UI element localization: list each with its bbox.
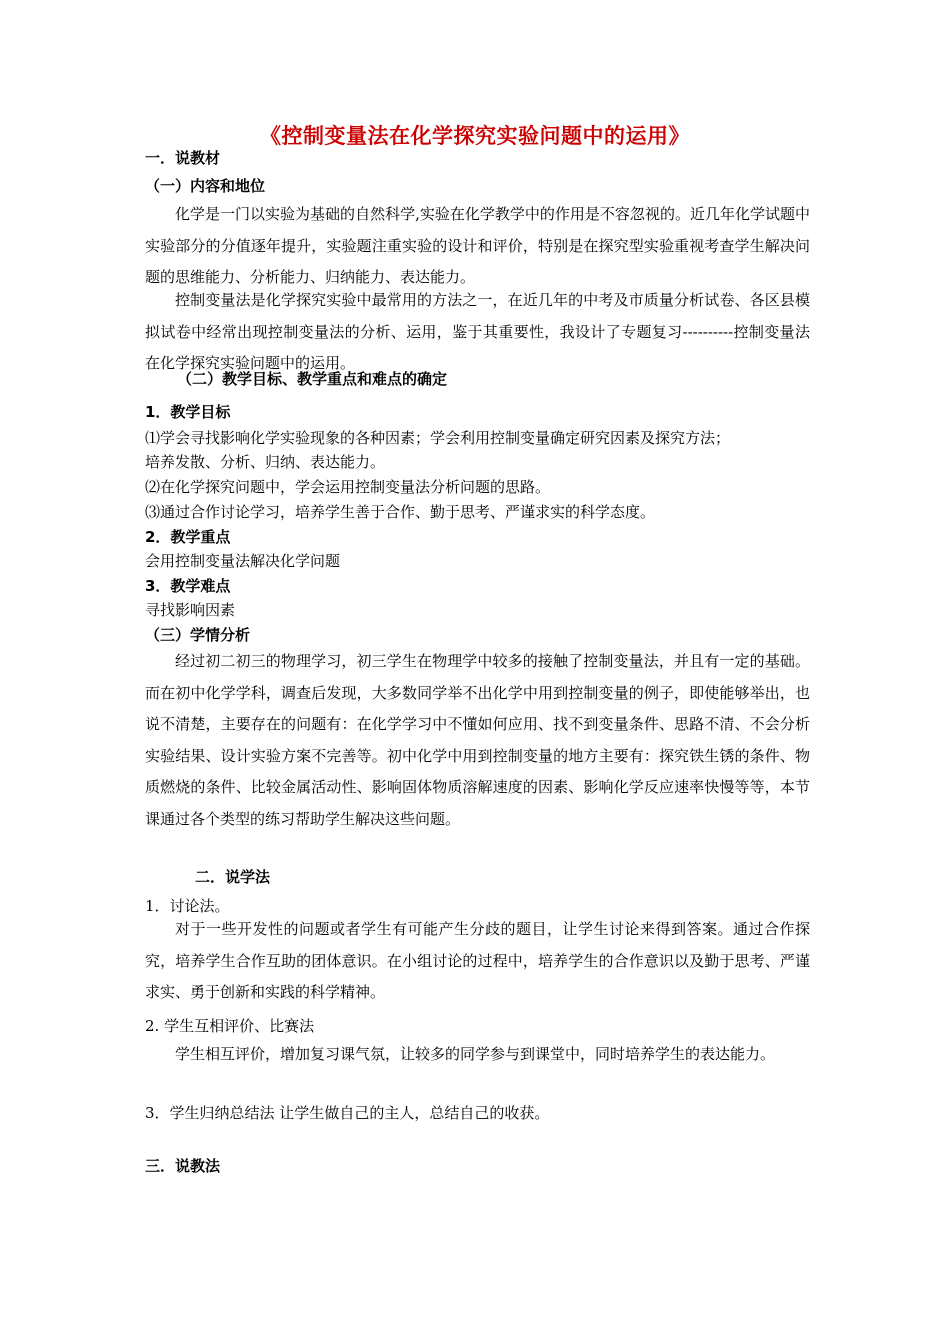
subheading-content-status: （一）内容和地位	[145, 177, 266, 195]
paragraph-content-status-1: 化学是一门以实验为基础的自然科学,实验在化学教学中的作用是不容忽视的。近几年化学试题中实验部分的分值逐年提升，实验题注重实验的设计和评价，特别是在探究型实验重视考查学生解决问题的思维能力、分析能力、归纳能力、表达能力。	[145, 205, 810, 286]
method-3: 3．学生归纳总结法 让学生做自己的主人，总结自己的收获。	[145, 1104, 550, 1122]
method-1-text: 对于一些开发性的问题或者学生有可能产生分歧的题目，让学生讨论来得到答案。通过合作探究，培养学生合作互助的团体意识。在小组讨论的过程中，培养学生的合作意识以及勤于思考、严谨求实、勇于创新和实践的科学精神。	[145, 920, 810, 1001]
section-heading-learning-method: 二．说学法	[195, 868, 271, 886]
document-title: 《控制变量法在化学探究实验问题中的运用》	[260, 124, 690, 148]
focus-text: 会用控制变量法解决化学问题	[145, 552, 341, 570]
difficulty-text: 寻找影响因素	[145, 601, 236, 619]
goals-heading: 1．教学目标	[145, 403, 231, 421]
goal-item-1: ⑴学会寻找影响化学实验现象的各种因素；学会利用控制变量确定研究因素及探究方法；	[145, 429, 731, 447]
goal-item-3: ⑶通过合作讨论学习，培养学生善于合作、勤于思考、严谨求实的科学态度。	[145, 503, 656, 521]
section-heading-textbook: 一．说教材	[145, 149, 221, 167]
focus-heading: 2．教学重点	[145, 528, 231, 546]
section-heading-teaching-method: 三．说教法	[145, 1157, 221, 1175]
goal-item-1-cont: 培养发散、分析、归纳、表达能力。	[145, 453, 386, 471]
method-1-title: 1．讨论法。	[145, 897, 230, 915]
method-2-text: 学生相互评价，增加复习课气氛，让较多的同学参与到课堂中，同时培养学生的表达能力。	[175, 1045, 776, 1063]
goal-item-2: ⑵在化学探究问题中，学会运用控制变量法分析问题的思路。	[145, 478, 551, 496]
method-2-title: 2. 学生互相评价、比赛法	[145, 1017, 315, 1035]
paragraph-student-analysis: 经过初二初三的物理学习，初三学生在物理学中较多的接触了控制变量法，并且有一定的基础。而在初中化学学科，调查后发现，大多数同学举不出化学中用到控制变量的例子，即使能够举出，也说不清楚，主要存在的问题有：在化学学习中不懂如何应用、找不到变量条件、思路不清、不会分析实验结果、设计实验方案不完善等。初中化学中用到控制变量的地方主要有：探究铁生锈的条件、物质燃烧的条件、比较金属活动性、影响固体物质溶解速度的因素、影响化学反应速率快慢等等，本节课通过各个类型的练习帮助学生解决这些问题。	[145, 652, 810, 828]
difficulty-heading: 3．教学难点	[145, 577, 231, 595]
subheading-goals-focus: （二）教学目标、教学重点和难点的确定	[177, 370, 448, 388]
subheading-student-analysis: （三）学情分析	[145, 626, 251, 644]
paragraph-content-status-2: 控制变量法是化学探究实验中最常用的方法之一，在近几年的中考及市质量分析试卷、各区县模拟试卷中经常出现控制变量法的分析、运用，鉴于其重要性，我设计了专题复习----------控制变量法在化学探究实验问题中的运用。	[145, 291, 810, 372]
